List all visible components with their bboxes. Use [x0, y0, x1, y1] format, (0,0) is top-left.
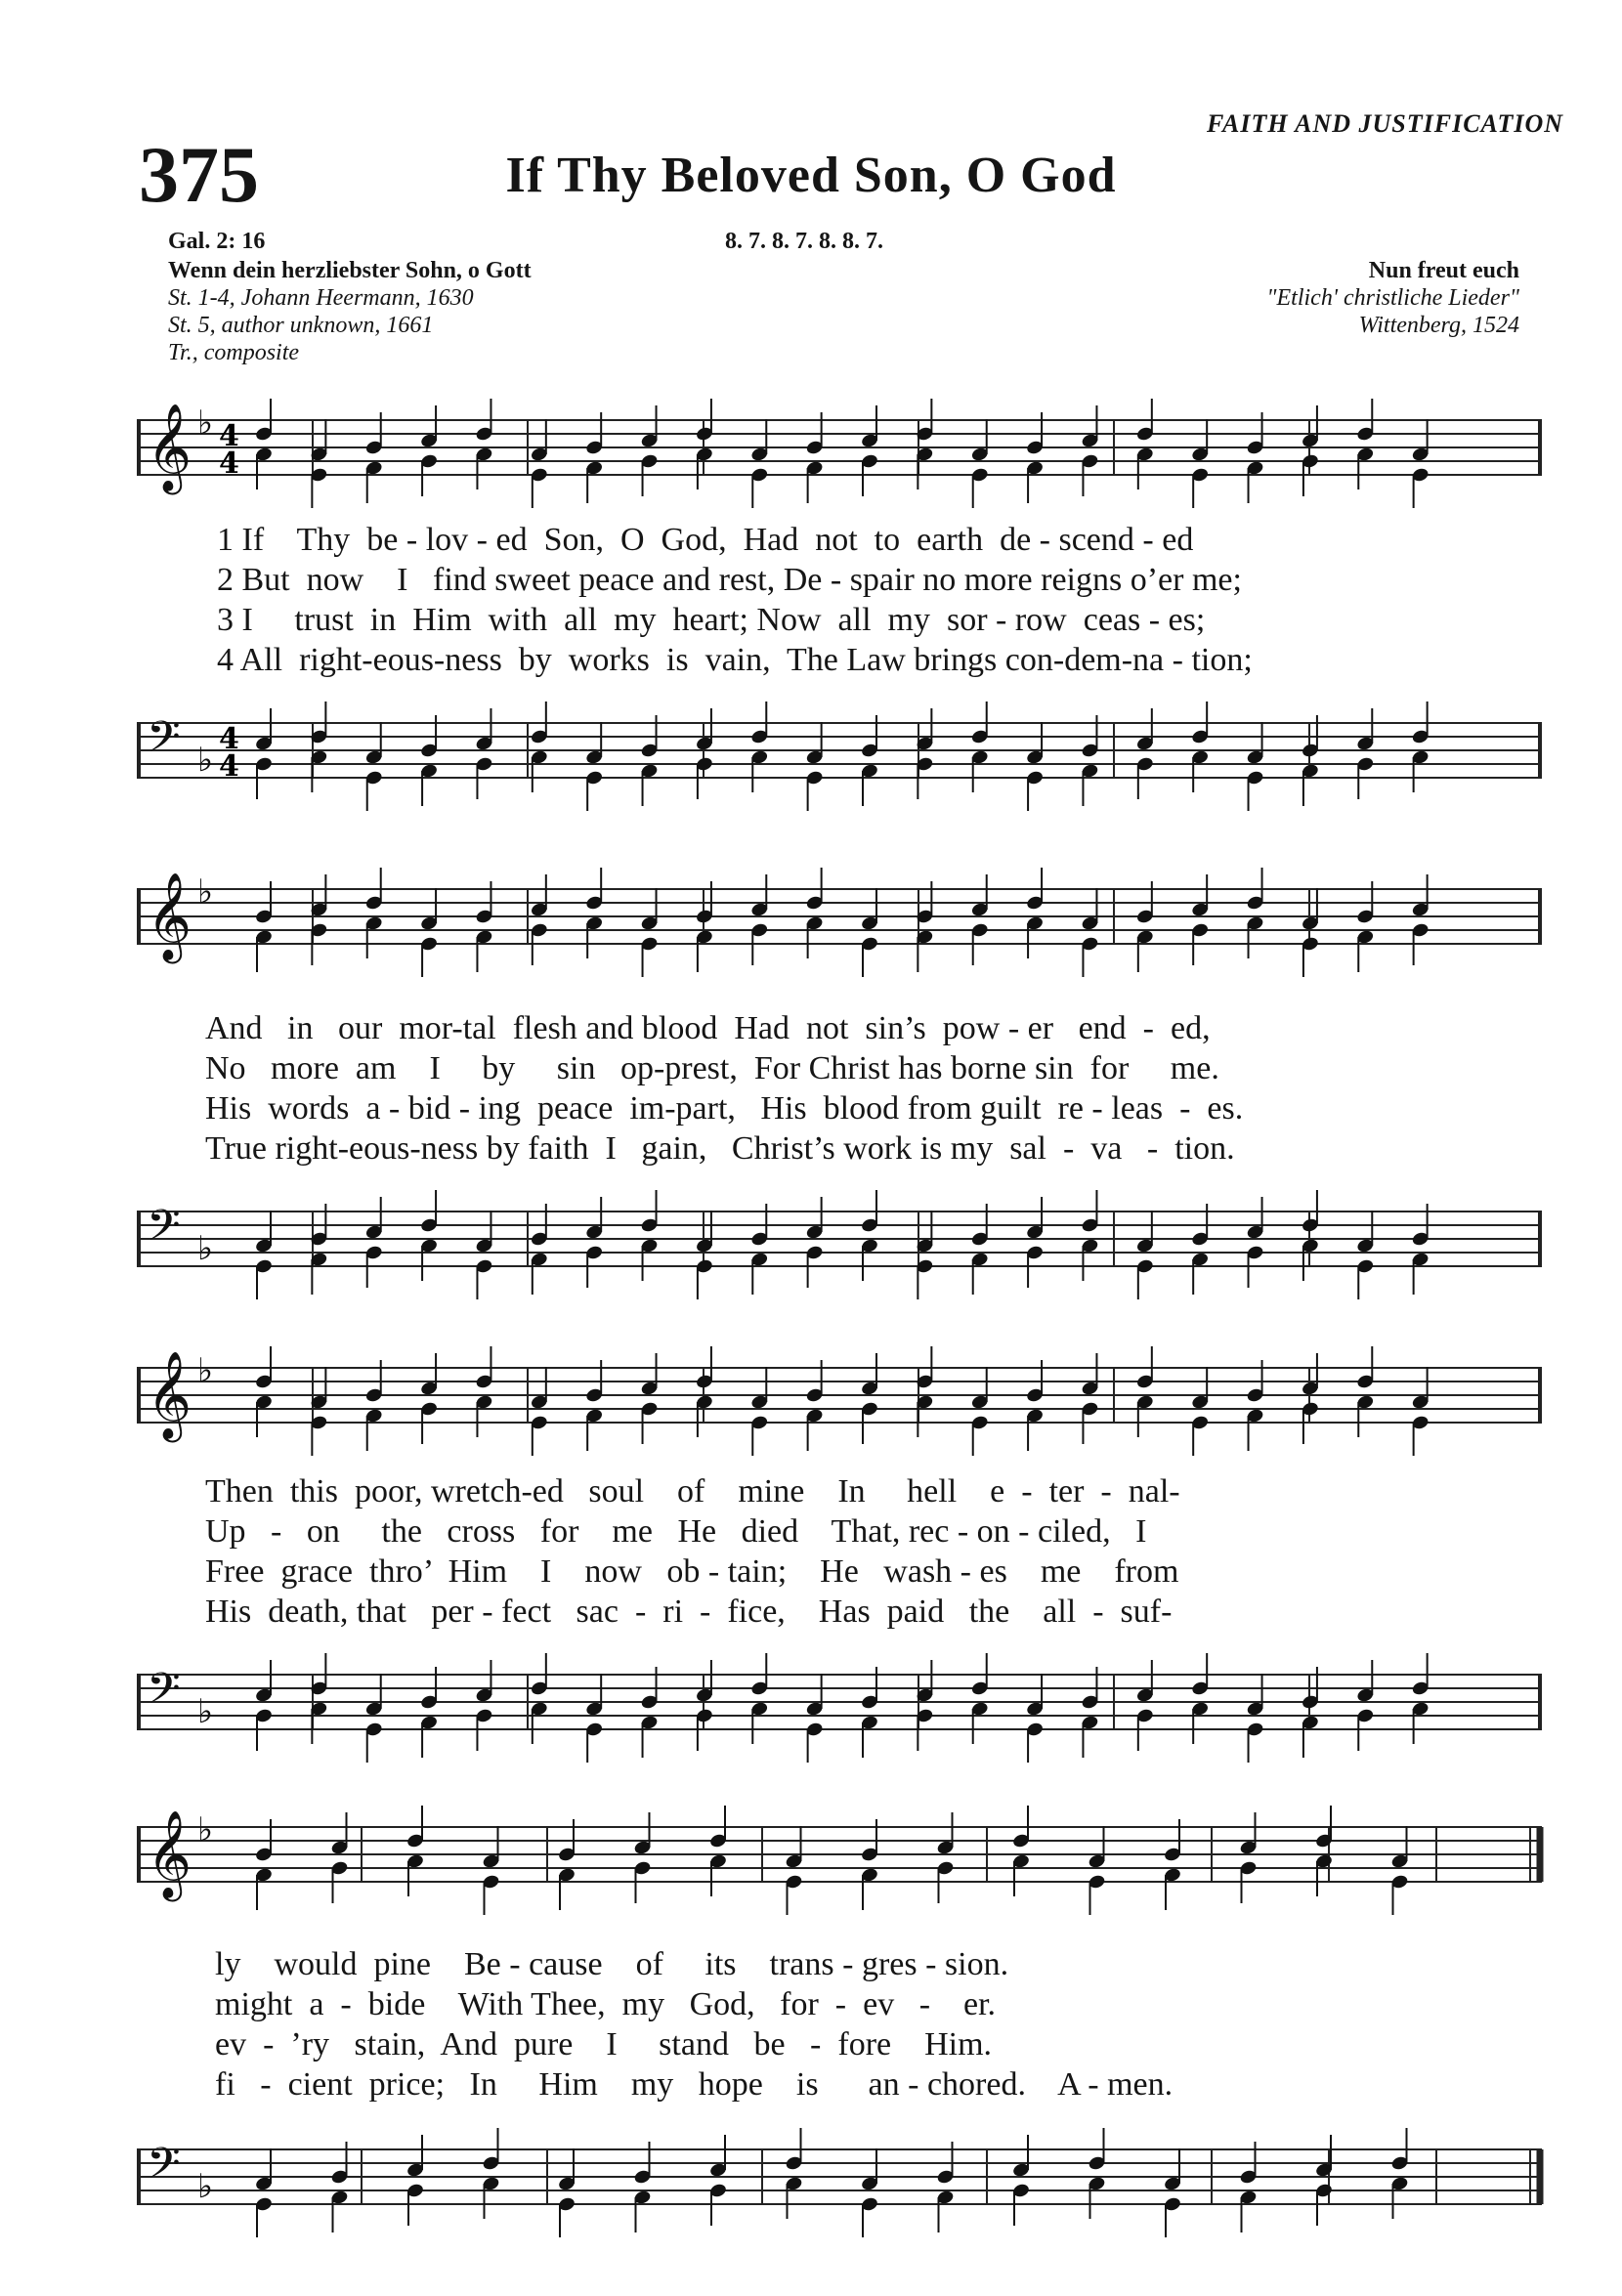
verse-line-1-system-3: Then this poor, wretch-ed soul of mine In hell e - ter - nal- — [205, 1473, 1180, 1509]
verse-line-2-system-3: Up - on the cross for me He died That, rec - on - ciled, I — [205, 1513, 1147, 1550]
hymn-number: 375 — [139, 130, 259, 219]
verse-line-2-system-4: might a - bide With Thee, my God, for - ev - er. — [215, 1986, 997, 2022]
flat-key-signature-icon: ♭ — [197, 404, 214, 443]
verse-line-1-system-4: ly would pine Be - cause of its trans - gres - sion. — [215, 1946, 1009, 1982]
german-title: Wenn dein herzliebster Sohn, o Gott — [168, 258, 532, 283]
hymn-meter: 8. 7. 8. 7. 8. 8. 7. — [725, 229, 883, 254]
verse-line-3-system-2: His words a - bid - ing peace im-part, His blood from guilt re - leas - es. — [205, 1090, 1244, 1127]
tune-source: "Etlich' christliche Lieder" — [1266, 285, 1519, 311]
treble-clef-icon: 𝄞 — [147, 404, 192, 491]
treble-staff-system-4 — [137, 1798, 1544, 1915]
author-credit-2: St. 5, author unknown, 1661 — [168, 313, 434, 338]
flat-key-signature-icon: ♭ — [197, 1810, 214, 1850]
verse-line-2-system-2: No more am I by sin op-prest, For Christ has borne sin for me. — [205, 1050, 1219, 1086]
verse-line-4-system-3: His death, that per - fect sac - ri - fice, Has paid the all - suf- — [205, 1594, 1173, 1630]
verse-line-3-system-3: Free grace thro’ Him I now ob - tain; He wash - es me from — [205, 1553, 1179, 1590]
bass-staff-system-1 — [137, 694, 1544, 811]
flat-key-signature-icon: ♭ — [197, 741, 214, 780]
verse-line-3-system-4: ev - ’ry stain, And pure I stand be - fore Him. — [215, 2026, 993, 2062]
time-signature-bottom: 4 — [219, 749, 239, 784]
treble-staff-system-2 — [137, 860, 1544, 977]
verse-line-1-system-1: 1 If Thy be - lov - ed Son, O God, Had not to earth de - scend - ed — [217, 522, 1194, 558]
bass-staff-system-2 — [137, 1182, 1544, 1299]
author-credit-1: St. 1-4, Johann Heermann, 1630 — [168, 285, 474, 311]
tune-place: Wittenberg, 1524 — [1358, 313, 1519, 338]
verse-line-3-system-1: 3 I trust in Him with all my heart; Now all my sor - row ceas - es; — [217, 602, 1206, 638]
treble-clef-icon: 𝄞 — [147, 872, 192, 960]
verse-line-1-system-2: And in our mor-tal flesh and blood Had not sin’s pow - er end - ed, — [205, 1010, 1211, 1046]
verse-line-4-system-4: fi - cient price; In Him my hope is an - chored. A - men. — [215, 2066, 1174, 2103]
treble-clef-icon: 𝄞 — [147, 1351, 192, 1439]
flat-key-signature-icon: ♭ — [197, 1351, 214, 1390]
treble-staff-system-1 — [137, 391, 1544, 508]
translator-credit: Tr., composite — [168, 340, 300, 365]
tune-name: Nun freut euch — [1368, 258, 1519, 283]
bass-clef-icon: 𝄢 — [147, 1663, 181, 1724]
verse-line-4-system-1: 4 All right-eous-ness by works is vain, The Law brings con-dem-na - tion; — [217, 642, 1253, 678]
scripture-reference: Gal. 2: 16 — [168, 229, 266, 254]
flat-key-signature-icon: ♭ — [197, 1692, 214, 1731]
verse-line-2-system-1: 2 But now I find sweet peace and rest, De - spair no more reigns o’er me; — [217, 562, 1242, 598]
bass-clef-icon: 𝄢 — [147, 711, 181, 773]
bass-clef-icon: 𝄢 — [147, 1200, 181, 1261]
flat-key-signature-icon: ♭ — [197, 2167, 214, 2206]
flat-key-signature-icon: ♭ — [197, 1229, 214, 1268]
bass-staff-system-4 — [137, 2120, 1544, 2237]
treble-staff-system-3 — [137, 1339, 1544, 1456]
time-signature-top: 4 — [219, 419, 239, 453]
flat-key-signature-icon: ♭ — [197, 872, 214, 912]
time-signature-top: 4 — [219, 722, 239, 756]
time-signature-bottom: 4 — [219, 446, 239, 481]
section-heading: FAITH AND JUSTIFICATION — [1207, 109, 1563, 138]
hymn-title: If Thy Beloved Son, O God — [505, 148, 1117, 203]
bass-staff-system-3 — [137, 1645, 1544, 1763]
verse-line-4-system-2: True right-eous-ness by faith I gain, Christ’s work is my sal - va - tion. — [205, 1130, 1235, 1167]
treble-clef-icon: 𝄞 — [147, 1810, 192, 1898]
bass-clef-icon: 𝄢 — [147, 2138, 181, 2199]
